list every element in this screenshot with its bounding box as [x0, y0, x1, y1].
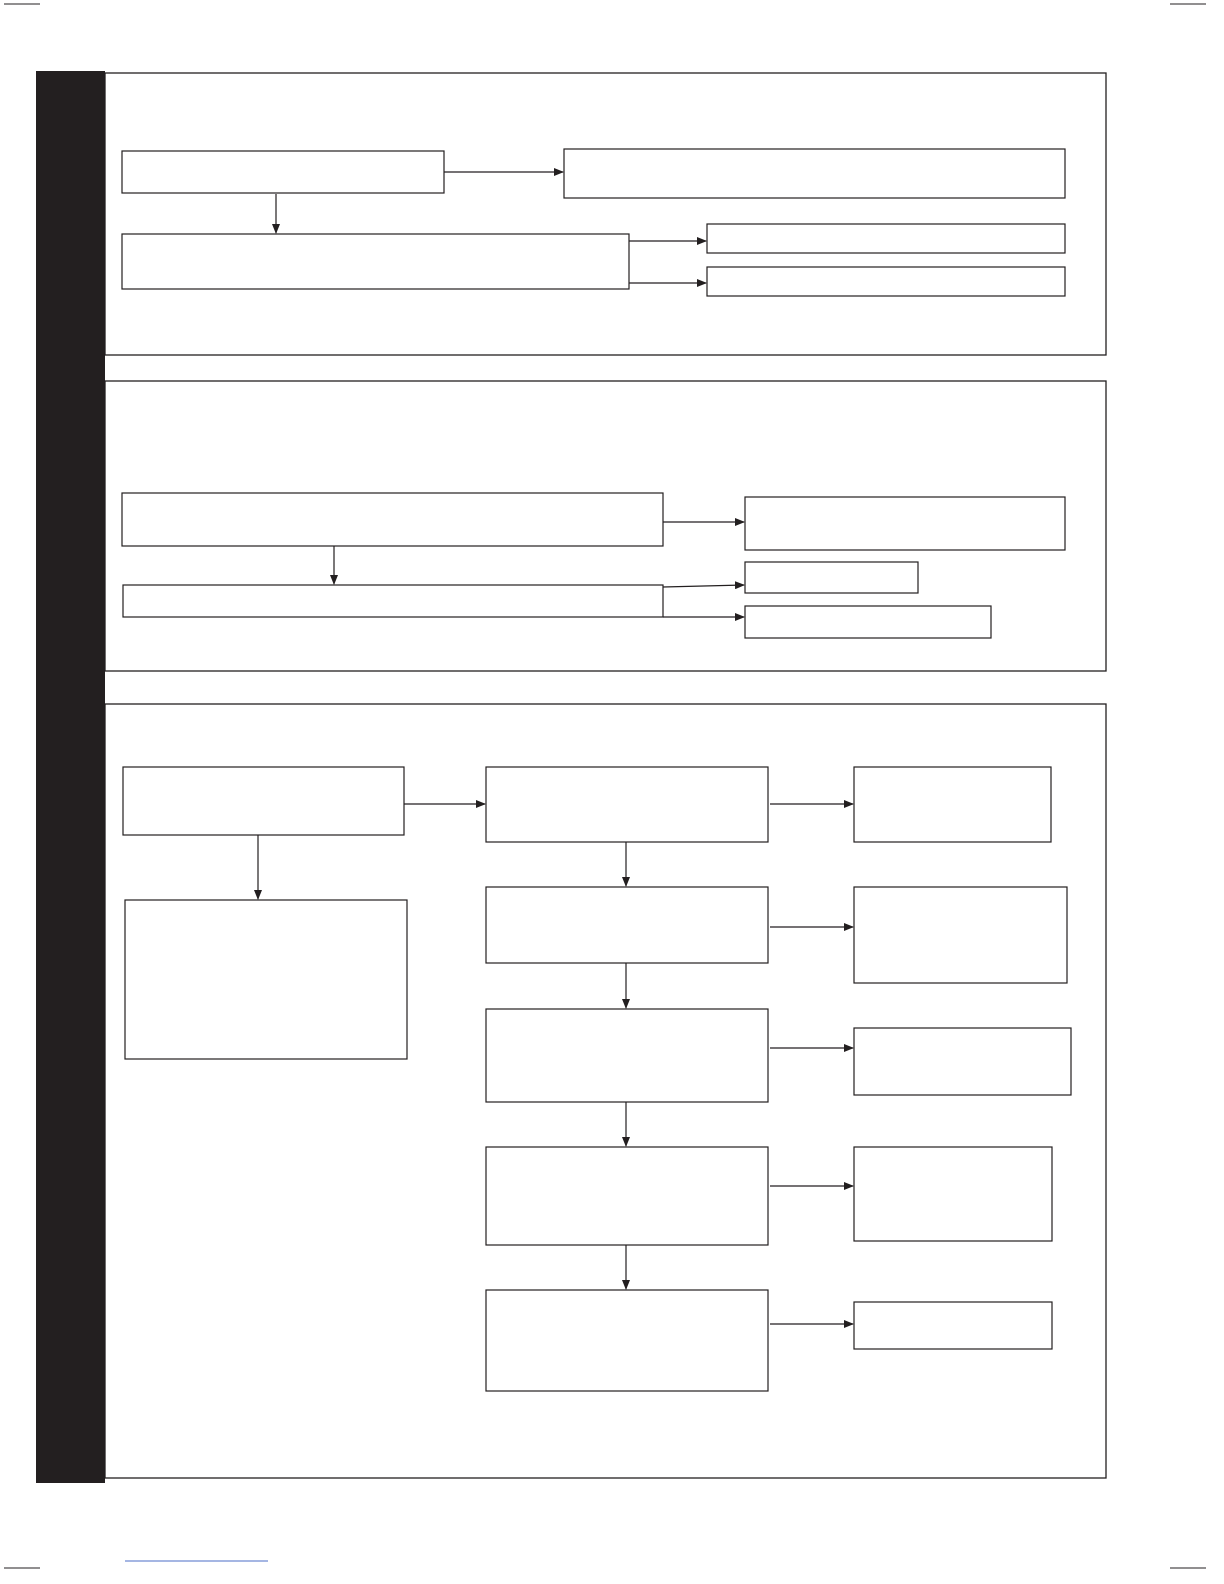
s1-second-step-box: [122, 234, 629, 289]
s2-right-result-box-outline: [745, 497, 1065, 550]
s2-start-box-outline: [122, 493, 663, 546]
side-tab-bar: [36, 71, 105, 1483]
s3-step-2-box-outline: [486, 887, 768, 963]
s3-start-box: [123, 767, 404, 835]
s2-outcome-b-box-outline: [745, 606, 991, 638]
s2-second-step-box-outline: [123, 585, 663, 617]
s3-step-3-box: [486, 1009, 768, 1102]
s3-result-3-box-outline: [854, 1028, 1071, 1095]
s1-outcome-a-box-outline: [707, 224, 1065, 253]
s2-outcome-a-box-outline: [745, 562, 918, 593]
s3-left-detail-box: [125, 900, 407, 1059]
s3-result-5-box: [854, 1302, 1052, 1349]
s3-step-4-box: [486, 1147, 768, 1245]
s2-second-step-box: [123, 585, 663, 617]
s3-step-2-box: [486, 887, 768, 963]
s3-result-3-box: [854, 1028, 1071, 1095]
s2-outcome-b-box: [745, 606, 991, 638]
s3-step-5-box: [486, 1290, 768, 1391]
s3-result-1-box: [854, 767, 1051, 842]
s1-start-box: [122, 151, 444, 193]
s3-start-box-outline: [123, 767, 404, 835]
s3-result-2-box: [854, 887, 1067, 983]
s1-outcome-b-box: [707, 267, 1065, 296]
s1-outcome-a-box: [707, 224, 1065, 253]
s1-start-box-outline: [122, 151, 444, 193]
s3-result-4-box: [854, 1147, 1052, 1241]
s2-outcome-a-box: [745, 562, 918, 593]
flow-boxes: [122, 149, 1071, 1391]
s1-outcome-b-box-outline: [707, 267, 1065, 296]
s3-step-1-box-outline: [486, 767, 768, 842]
flow-arrow: [663, 585, 744, 587]
s2-start-box: [122, 493, 663, 546]
s1-right-result-box: [564, 149, 1065, 198]
s3-step-1-box: [486, 767, 768, 842]
s3-left-detail-box-outline: [125, 900, 407, 1059]
s3-result-1-box-outline: [854, 767, 1051, 842]
s3-result-5-box-outline: [854, 1302, 1052, 1349]
s3-result-4-box-outline: [854, 1147, 1052, 1241]
section-1-frame: [105, 73, 1106, 355]
s1-right-result-box-outline: [564, 149, 1065, 198]
s3-step-4-box-outline: [486, 1147, 768, 1245]
s3-step-3-box-outline: [486, 1009, 768, 1102]
s3-step-5-box-outline: [486, 1290, 768, 1391]
s1-second-step-box-outline: [122, 234, 629, 289]
s3-result-2-box-outline: [854, 887, 1067, 983]
s2-right-result-box: [745, 497, 1065, 550]
